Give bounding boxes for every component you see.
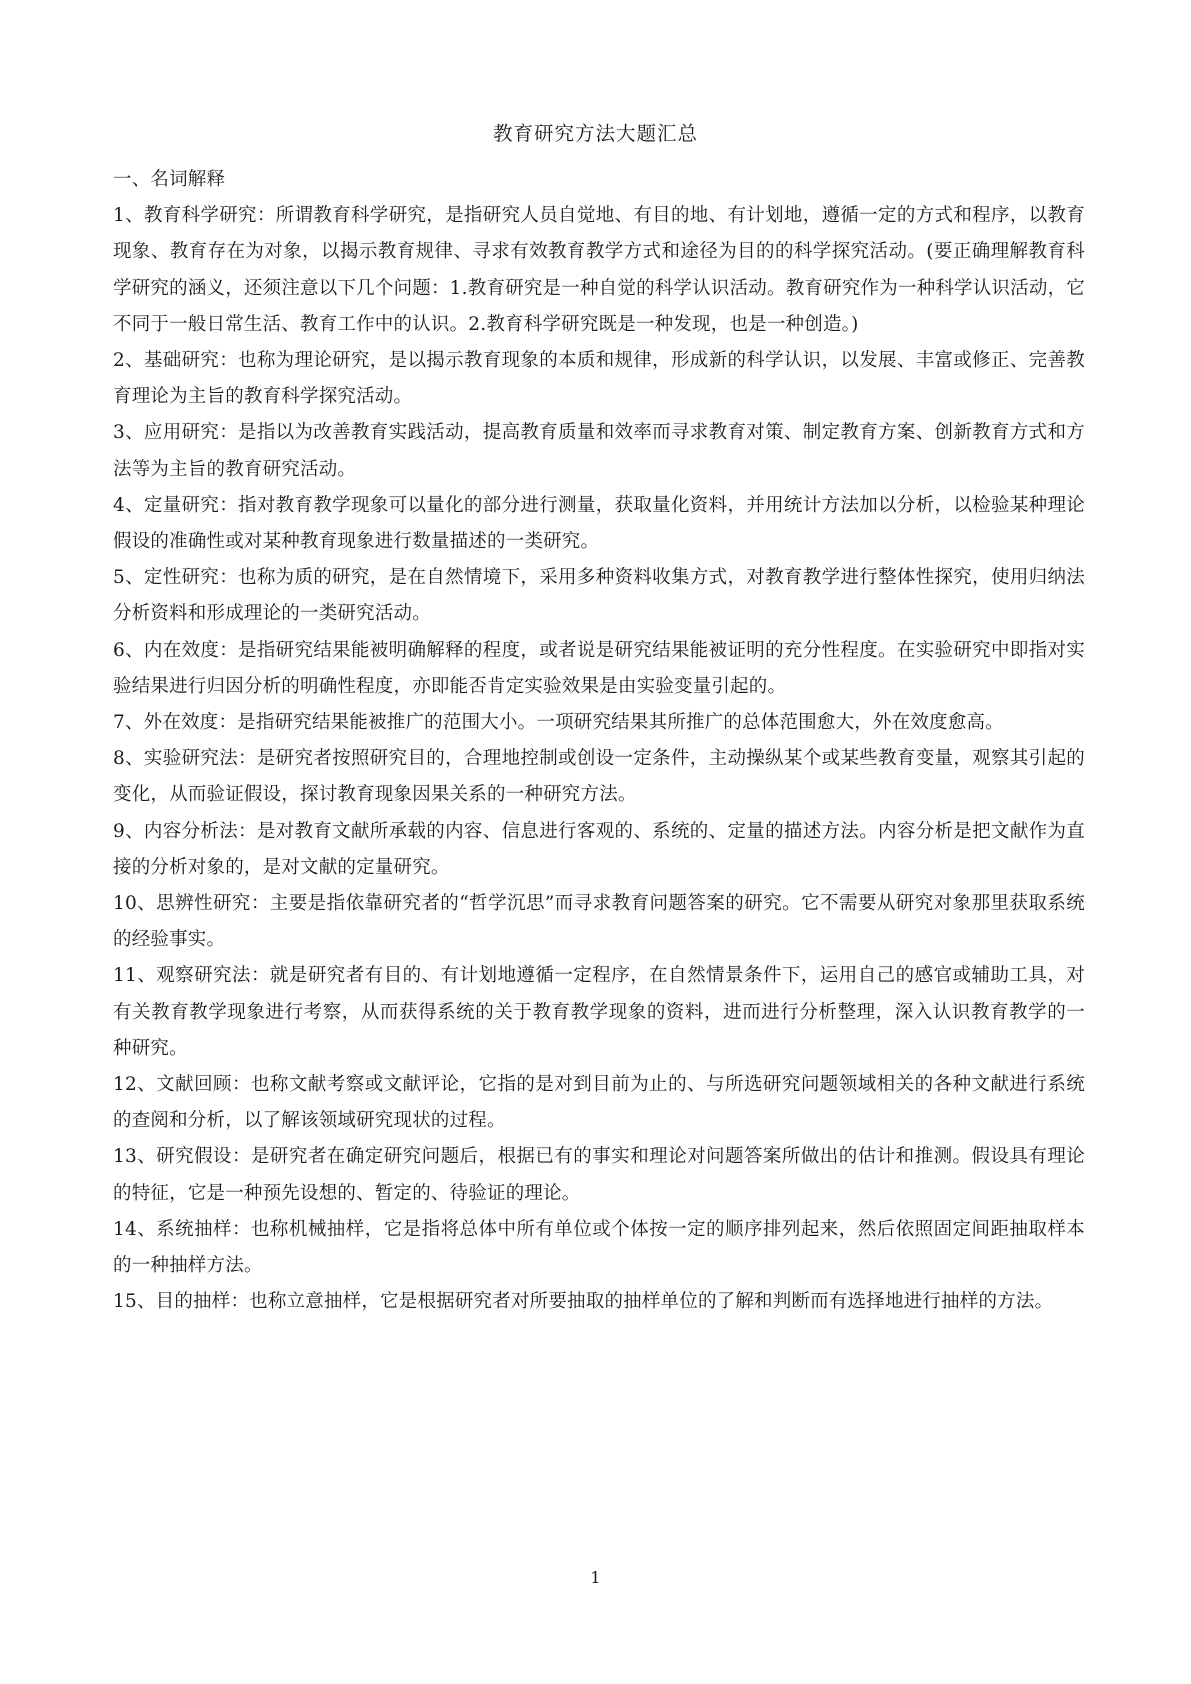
page-number: 1 xyxy=(590,1568,601,1587)
definition-item-3: 3、应用研究：是指以为改善教育实践活动，提高教育质量和效率而寻求教育对策、制定教育方案、创新教育方式和方法等为主旨的教育研究活动。 xyxy=(113,422,1085,480)
definition-item-13: 13、研究假设：是研究者在确定研究问题后，根据已有的事实和理论对问题答案所做出的估计和推测。假设具有理论的特征，它是一种预先设想的、暂定的、待验证的理论。 xyxy=(113,1146,1085,1204)
definition-item-9: 9、内容分析法：是对教育文献所承载的内容、信息进行客观的、系统的、定量的描述方法。内容分析是把文献作为直接的分析对象的，是对文献的定量研究。 xyxy=(113,820,1085,878)
document-body xyxy=(113,162,1085,1321)
definition-item-8: 8、实验研究法：是研究者按照研究目的，合理地控制或创设一定条件，主动操纵某个或某些教育变量，观察其引起的变化，从而验证假设，探讨教育现象因果关系的一种研究方法。 xyxy=(113,748,1085,806)
document-title: 教育研究方法大题汇总 xyxy=(492,122,698,145)
definition-item-2: 2、基础研究：也称为理论研究，是以揭示教育现象的本质和规律，形成新的科学认识，以发展、丰富或修正、完善教育理论为主旨的教育科学探究活动。 xyxy=(113,350,1085,408)
section-heading: 一、名词解释 xyxy=(113,169,226,190)
definition-item-5: 5、定性研究：也称为质的研究，是在自然情境下，采用多种资料收集方式，对教育教学进行整体性探究，使用归纳法分析资料和形成理论的一类研究活动。 xyxy=(113,567,1085,625)
definition-item-11: 11、观察研究法：就是研究者有目的、有计划地遵循一定程序，在自然情景条件下，运用自己的感官或辅助工具，对有关教育教学现象进行考察，从而获得系统的关于教育教学现象的资料，进而进行分析整理，深入认识教育教学的一种研究。 xyxy=(113,965,1085,1059)
definition-item-15: 15、目的抽样：也称立意抽样，它是根据研究者对所要抽取的抽样单位的了解和判断而有选择地进行抽样的方法。 xyxy=(113,1291,1054,1313)
definition-item-1: 1、教育科学研究：所谓教育科学研究，是指研究人员自觉地、有目的地、有计划地，遵循一定的方式和程序，以教育现象、教育存在为对象，以揭示教育规律、寻求有效教育教学方式和途径为目的的科学探究活动。(要正确理解教育科学研究的涵义，还须注意以下几个问题：1.教育研究是一种自觉的科学认识活动。教育研究作为一种科学认识活动，它不同于一般日常生活、教育工作中的认识。2.教育科学研究既是一种发现，也是一种创造。) xyxy=(113,205,1085,335)
definition-item-12: 12、文献回顾：也称文献考察或文献评论，它指的是对到目前为止的、与所选研究问题领域相关的各种文献进行系统的查阅和分析，以了解该领域研究现状的过程。 xyxy=(113,1074,1085,1132)
definition-item-14: 14、系统抽样：也称机械抽样，它是指将总体中所有单位或个体按一定的顺序排列起来，然后依照固定间距抽取样本的一种抽样方法。 xyxy=(113,1218,1085,1277)
definition-item-7: 7、外在效度：是指研究结果能被推广的范围大小。一项研究结果其所推广的总体范围愈大，外在效度愈高。 xyxy=(113,712,1004,734)
definition-item-4: 4、定量研究：指对教育教学现象可以量化的部分进行测量，获取量化资料，并用统计方法加以分析，以检验某种理论假设的准确性或对某种教育现象进行数量描述的一类研究。 xyxy=(113,494,1085,553)
definition-item-6: 6、内在效度：是指研究结果能被明确解释的程度，或者说是研究结果能被证明的充分性程度。在实验研究中即指对实验结果进行归因分析的明确性程度，亦即能否肯定实验效果是由实验变量引起的。 xyxy=(113,639,1085,697)
definition-item-10: 10、思辨性研究：主要是指依靠研究者的“哲学沉思”而寻求教育问题答案的研究。它不需要从研究对象那里获取系统的经验事实。 xyxy=(113,893,1085,951)
